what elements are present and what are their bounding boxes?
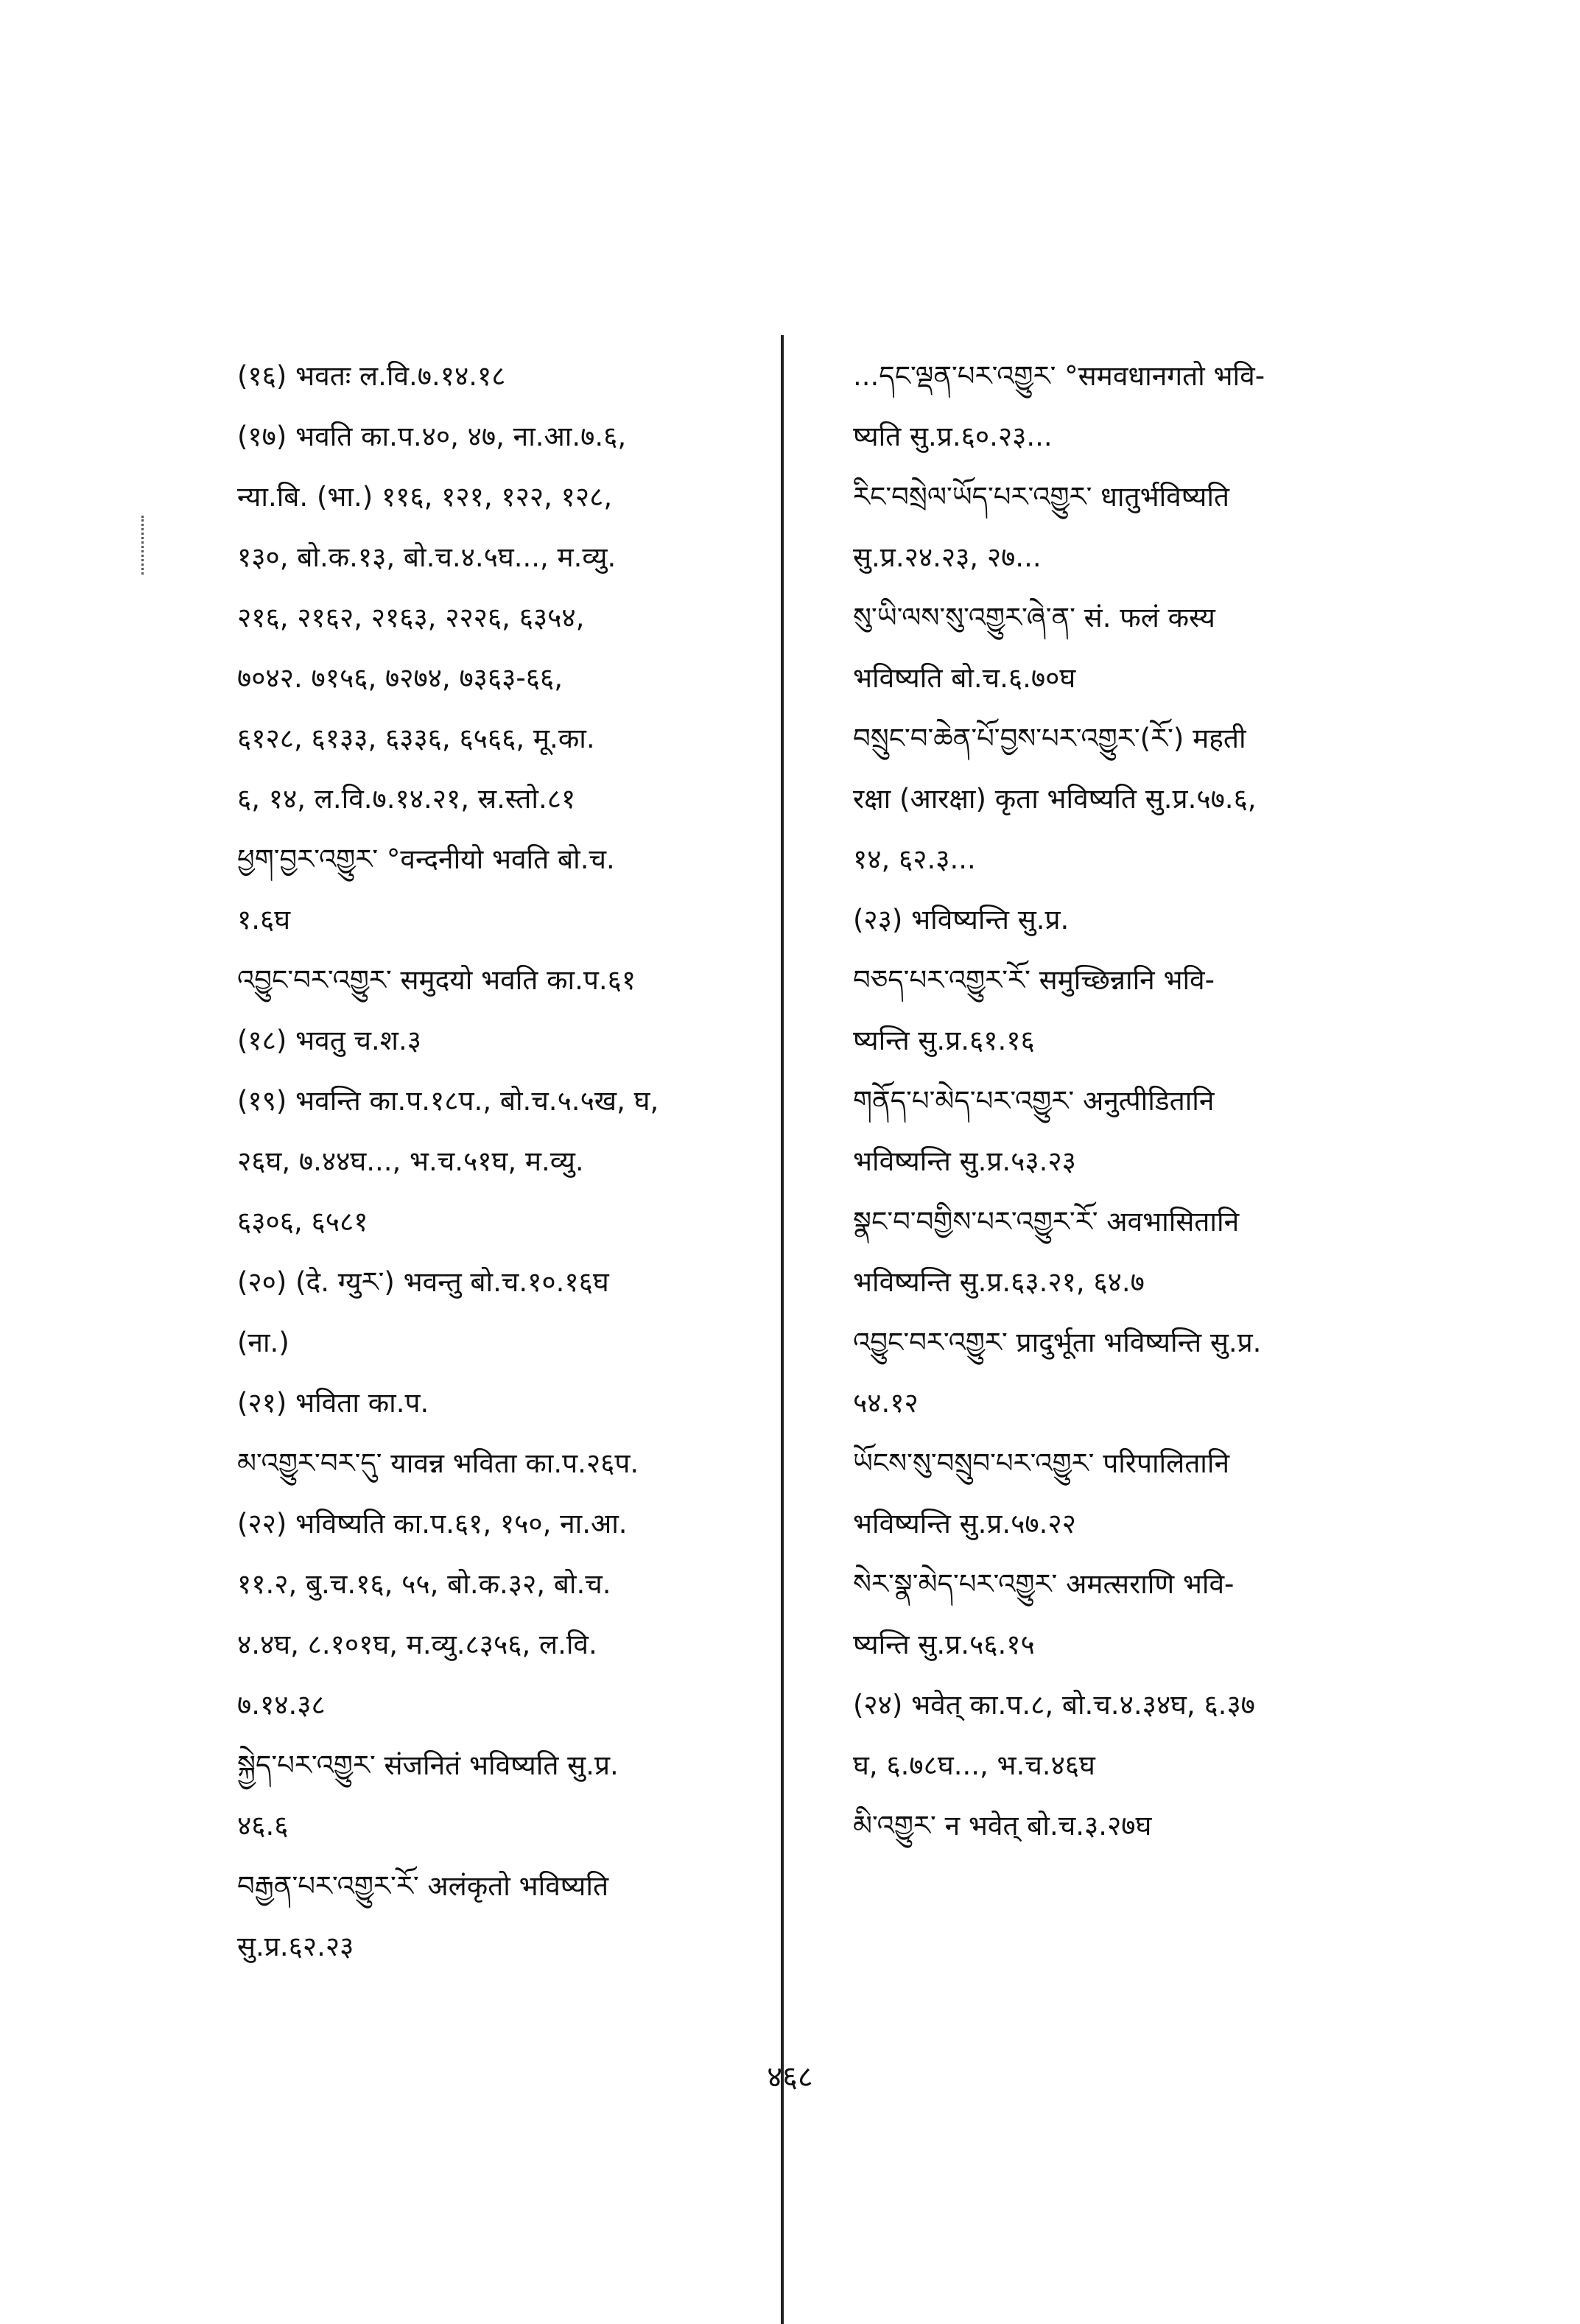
text-line: ६१२८, ६१३३, ६३३६, ६५६६, मू.का. (237, 723, 595, 754)
text-line: न्या.बि. (भा.) ११६, १२१, १२२, १२८, (237, 481, 613, 513)
text-line: घ, ६.७८घ..., भ.च.४६घ (853, 1749, 1095, 1781)
text-line: ष्यन्ति सु.प्र.५६.१५ (853, 1629, 1035, 1660)
text-line: (२४) भवेत् का.प.८, बो.च.४.३४घ, ६.३७ (853, 1689, 1255, 1721)
text-line: སུ་ཡི་ལས་སུ་འགྱུར་ཞེ་ན་ सं. फलं कस्य (853, 602, 1215, 633)
text-line: ष्यन्ति सु.प्र.६१.१६ (853, 1025, 1035, 1056)
text-line: १३०, बो.क.१३, बो.च.४.५घ..., म.व्यु. (237, 541, 617, 573)
text-line: सु.प्र.६२.२३ (237, 1931, 354, 1962)
text-line: མ་འགྱུར་བར་དུ་ यावन्न भविता का.प.२६प. (237, 1447, 639, 1479)
text-line: रक्षा (आरक्षा) कृता भविष्यति सु.प्र.५७.६, (853, 783, 1257, 815)
margin-mark (141, 516, 147, 575)
text-line: (२०) (दे. ग्युར་) भवन्तु बो.च.१०.१६घ (237, 1266, 609, 1298)
text-line: ५४.१२ (853, 1387, 919, 1419)
text-line: བསྲུང་བ་ཆེན་པོ་བྱས་པར་འགྱུར་(རོ་) महती (853, 723, 1246, 754)
text-line: ७.१४.३८ (237, 1689, 326, 1721)
text-line: ष्यति सु.प्र.६०.२३... (853, 421, 1053, 452)
text-line: सु.प्र.२४.२३, २७... (853, 541, 1042, 573)
text-line: १.६घ (237, 904, 291, 935)
text-line: २६घ, ७.४४घ..., भ.च.५१घ, म.व्यु. (237, 1145, 584, 1177)
text-line: ६, १४, ल.वि.७.१४.२१, स्र.स्तो.८१ (237, 783, 576, 815)
text-line: (१७) भवति का.प.४०, ४७, ना.आ.७.६, (237, 421, 627, 452)
text-line: བཅད་པར་འགྱུར་རོ་ समुच्छिन्नानि भवि- (853, 964, 1215, 996)
text-line: ४६.६ (237, 1810, 289, 1842)
text-line: भविष्यति बो.च.६.७०घ (853, 662, 1076, 694)
text-line: (१८) भवतु च.श.३ (237, 1025, 421, 1056)
text-line: १४, ६२.३... (853, 843, 976, 875)
text-line: (१६) भवतः ल.वि.७.१४.१८ (237, 360, 506, 392)
text-line: ४.४घ, ८.१०१घ, म.व्यु.८३५६, ल.वि. (237, 1629, 597, 1660)
text-line: (२१) भविता का.प. (237, 1387, 429, 1419)
text-line: རིང་བསྲེལ་ཡོད་པར་འགྱུར་ धातुर्भविष्यति (853, 481, 1230, 513)
right-column (853, 346, 1428, 1856)
text-line: भविष्यन्ति सु.प्र.५३.२३ (853, 1145, 1076, 1177)
text-line: ६३०६, ६५८१ (237, 1206, 368, 1238)
text-line: སེར་སྣ་མེད་པར་འགྱུར་ अमत्सराणि भवि- (853, 1568, 1235, 1600)
text-line: (ना.) (237, 1327, 289, 1358)
text-line: ७०४२. ७१५६, ७२७४, ७३६३-६६, (237, 662, 563, 694)
text-line: (२३) भविष्यन्ति सु.प्र. (853, 904, 1070, 935)
page-number: ४६८ (767, 2060, 813, 2094)
text-line: भविष्यन्ति सु.प्र.५७.२२ (853, 1508, 1076, 1540)
text-line: ११.२, बु.च.१६, ५५, बो.क.३२, बो.च. (237, 1568, 611, 1600)
text-line: འབྱུང་བར་འགྱུར་ प्रादुर्भूता भविष्यन्ति सु.प्र. (853, 1327, 1262, 1358)
text-line: ...དང་ལྡན་པར་འགྱུར་ °समवधानगतो भवि- (853, 360, 1265, 392)
text-line: ཡོངས་སུ་བསྲུབ་པར་འགྱུར་ परिपालितानि (853, 1447, 1230, 1479)
text-line: མི་འགྱུར་ न भवेत् बो.च.३.२७घ (853, 1810, 1152, 1842)
text-line: ཕྱག་བྱར་འགྱུར་ °वन्दनीयो भवति बो.च. (237, 843, 615, 875)
text-line: སྐྱེད་པར་འགྱུར་ संजनितं भविष्यति सु.प्र. (237, 1749, 619, 1781)
text-line: (१९) भवन्ति का.प.१८प., बो.च.५.५ख, घ, (237, 1085, 659, 1117)
text-line: (२२) भविष्यति का.प.६१, १५०, ना.आ. (237, 1508, 628, 1540)
text-line: གནོད་པ་མེད་པར་འགྱུར་ अनुत्पीडितानि (853, 1085, 1215, 1117)
text-line: འབྱུང་བར་འགྱུར་ समुदयो भवति का.प.६१ (237, 964, 636, 996)
text-line: སྣང་བ་བགྱིས་པར་འགྱུར་རོ་ अवभासितानि (853, 1206, 1240, 1238)
text-line: भविष्यन्ति सु.प्र.६३.२१, ६४.७ (853, 1266, 1145, 1298)
text-line: བརྒྱན་པར་འགྱུར་རོ་ अलंकृतो भविष्यति (237, 1870, 609, 1902)
column-divider (781, 335, 784, 2324)
text-line: २१६, २१६२, २१६३, २२२६, ६३५४, (237, 602, 585, 633)
left-column (237, 346, 797, 1977)
